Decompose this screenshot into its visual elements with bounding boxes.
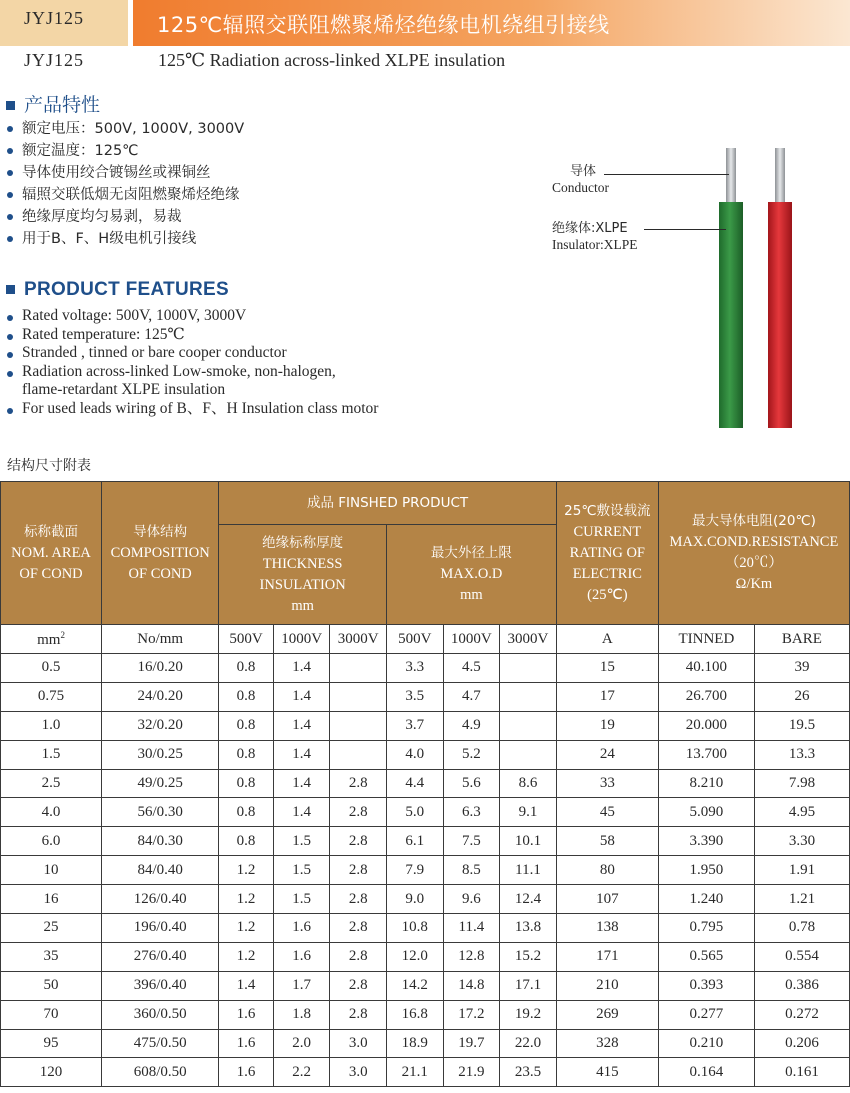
table-cell: 0.8 <box>219 769 274 798</box>
bullet-icon <box>7 236 13 242</box>
table-cell: 2.8 <box>330 798 387 827</box>
table-cell: 3.30 <box>754 827 849 856</box>
table-cell: 0.75 <box>1 682 102 711</box>
bullet-icon <box>7 126 13 132</box>
square-bullet-icon <box>6 285 15 294</box>
table-cell: 15.2 <box>500 942 557 971</box>
table-cell: 33 <box>556 769 658 798</box>
table-cell: 1.2 <box>219 856 274 885</box>
table-cell: 126/0.40 <box>102 885 219 914</box>
table-row <box>1 798 850 827</box>
table-cell: 1.4 <box>273 798 330 827</box>
unit-cell: 500V <box>386 625 443 654</box>
table-cell: 30/0.25 <box>102 740 219 769</box>
bullet-icon <box>7 334 13 340</box>
table-cell <box>330 711 387 740</box>
table-cell: 6.1 <box>386 827 443 856</box>
table-row <box>1 654 850 683</box>
table-cell <box>330 654 387 683</box>
bullet-icon <box>7 371 13 377</box>
table-cell: 0.272 <box>754 1000 849 1029</box>
features-cn-list <box>5 118 244 250</box>
table-cell: 1.6 <box>273 942 330 971</box>
table-cell: 58 <box>556 827 658 856</box>
table-row <box>1 1000 850 1029</box>
table-cell: 10 <box>1 856 102 885</box>
bullet-icon <box>7 192 13 198</box>
table-cell: 84/0.30 <box>102 827 219 856</box>
table-cell: 1.240 <box>658 885 754 914</box>
table-cell: 24 <box>556 740 658 769</box>
table-row <box>1 942 850 971</box>
table-cell: 10.8 <box>386 914 443 943</box>
table-cell: 19 <box>556 711 658 740</box>
features-en-list <box>5 307 378 418</box>
table-caption: 结构尺寸附表 <box>7 458 91 474</box>
table-cell: 4.0 <box>386 740 443 769</box>
table-cell: 0.8 <box>219 798 274 827</box>
table-cell: 107 <box>556 885 658 914</box>
table-cell: 3.7 <box>386 711 443 740</box>
table-cell: 5.2 <box>443 740 500 769</box>
table-cell: 0.5 <box>1 654 102 683</box>
table-cell: 1.6 <box>273 914 330 943</box>
table-cell: 3.5 <box>386 682 443 711</box>
list-item: 辐照交联低烟无卤阻燃聚烯烃绝缘 <box>5 184 244 206</box>
table-cell: 1.4 <box>219 971 274 1000</box>
table-cell: 0.554 <box>754 942 849 971</box>
table-cell: 32/0.20 <box>102 711 219 740</box>
product-code-en: JYJ125 <box>24 50 85 70</box>
bullet-icon <box>7 214 13 220</box>
table-cell: 3.0 <box>330 1058 387 1087</box>
table-cell: 196/0.40 <box>102 914 219 943</box>
table-cell <box>330 682 387 711</box>
header-finished-product: 成品 FINSHED PRODUCT <box>219 482 557 525</box>
table-cell: 24/0.20 <box>102 682 219 711</box>
header-max-resistance: 最大导体电阻(20℃) MAX.COND.RESISTANCE （20℃） Ω/Km <box>658 482 849 625</box>
table-cell: 0.277 <box>658 1000 754 1029</box>
cable-illustration <box>700 140 820 430</box>
features-en-heading: PRODUCT FEATURES <box>6 278 229 301</box>
table-cell: 3.0 <box>330 1029 387 1058</box>
table-cell: 13.8 <box>500 914 557 943</box>
table-cell: 9.6 <box>443 885 500 914</box>
table-cell: 4.9 <box>443 711 500 740</box>
table-cell: 14.8 <box>443 971 500 1000</box>
table-cell: 70 <box>1 1000 102 1029</box>
table-cell: 0.78 <box>754 914 849 943</box>
features-cn-heading: 产品特性 <box>6 90 100 117</box>
table-cell: 12.4 <box>500 885 557 914</box>
table-row <box>1 682 850 711</box>
bullet-icon <box>7 408 13 414</box>
table-cell <box>500 740 557 769</box>
table-cell: 9.0 <box>386 885 443 914</box>
conductor-leader-line <box>604 174 729 175</box>
table-cell: 12.8 <box>443 942 500 971</box>
unit-cell: BARE <box>754 625 849 654</box>
table-cell: 2.8 <box>330 942 387 971</box>
table-cell: 328 <box>556 1029 658 1058</box>
header-thickness: 绝缘标称厚度 THICKNESS INSULATION mm <box>219 525 387 625</box>
table-row <box>1 769 850 798</box>
table-row <box>1 914 850 943</box>
square-bullet-icon <box>6 101 15 110</box>
table-cell: 19.7 <box>443 1029 500 1058</box>
table-cell: 0.8 <box>219 740 274 769</box>
table-cell: 4.5 <box>443 654 500 683</box>
table-cell: 3.3 <box>386 654 443 683</box>
table-cell <box>500 682 557 711</box>
table-cell: 5.090 <box>658 798 754 827</box>
units-row <box>1 625 850 654</box>
list-item: 额定温度：125℃ <box>5 140 244 162</box>
table-cell: 0.8 <box>219 711 274 740</box>
unit-cell: 3000V <box>500 625 557 654</box>
spec-table <box>0 481 850 1087</box>
table-cell: 12.0 <box>386 942 443 971</box>
table-cell: 2.0 <box>273 1029 330 1058</box>
insulator-label: 绝缘体:XLPE Insulator:XLPE <box>552 221 638 252</box>
table-cell: 0.161 <box>754 1058 849 1087</box>
table-cell: 1.8 <box>273 1000 330 1029</box>
product-code: JYJ125 <box>24 8 85 28</box>
title-bar <box>0 0 850 46</box>
table-cell: 10.1 <box>500 827 557 856</box>
table-cell: 1.21 <box>754 885 849 914</box>
table-cell: 5.0 <box>386 798 443 827</box>
table-cell: 2.5 <box>1 769 102 798</box>
table-cell: 26 <box>754 682 849 711</box>
table-cell: 2.8 <box>330 856 387 885</box>
table-cell: 138 <box>556 914 658 943</box>
unit-cell: A <box>556 625 658 654</box>
table-cell: 0.393 <box>658 971 754 1000</box>
header-nom-area: 标称截面 NOM. AREA OF COND <box>1 482 102 625</box>
table-cell <box>500 711 557 740</box>
unit-cell: No/mm <box>102 625 219 654</box>
table-cell: 0.164 <box>658 1058 754 1087</box>
table-cell: 2.2 <box>273 1058 330 1087</box>
table-cell: 0.8 <box>219 654 274 683</box>
table-cell: 8.5 <box>443 856 500 885</box>
table-cell: 1.5 <box>273 885 330 914</box>
table-cell: 396/0.40 <box>102 971 219 1000</box>
table-cell: 16 <box>1 885 102 914</box>
bullet-icon <box>7 148 13 154</box>
table-cell: 1.5 <box>273 827 330 856</box>
insulator-leader-line <box>644 229 726 230</box>
table-cell: 50 <box>1 971 102 1000</box>
table-cell: 21.9 <box>443 1058 500 1087</box>
table-cell: 1.2 <box>219 885 274 914</box>
table-cell: 475/0.50 <box>102 1029 219 1058</box>
table-cell: 1.4 <box>273 711 330 740</box>
list-item: Rated voltage: 500V, 1000V, 3000V <box>5 307 378 326</box>
product-code-box <box>0 0 128 46</box>
table-cell: 1.4 <box>273 654 330 683</box>
table-cell: 20.000 <box>658 711 754 740</box>
table-row <box>1 1058 850 1087</box>
header-max-od: 最大外径上限 MAX.O.D mm <box>386 525 556 625</box>
table-cell: 11.4 <box>443 914 500 943</box>
table-cell: 6.0 <box>1 827 102 856</box>
table-row <box>1 827 850 856</box>
product-title-cn: 125℃辐照交联阻燃聚烯烃绝缘电机绕组引接线 <box>157 13 610 37</box>
table-cell: 18.9 <box>386 1029 443 1058</box>
table-cell: 210 <box>556 971 658 1000</box>
list-item: Radiation across-linked Low-smoke, non-halogen, <box>5 363 378 382</box>
table-row <box>1 711 850 740</box>
table-cell: 95 <box>1 1029 102 1058</box>
table-cell: 415 <box>556 1058 658 1087</box>
table-cell <box>330 740 387 769</box>
table-cell: 39 <box>754 654 849 683</box>
unit-cell: 1000V <box>273 625 330 654</box>
red-wire <box>768 148 792 428</box>
table-cell: 1.6 <box>219 1029 274 1058</box>
table-cell: 276/0.40 <box>102 942 219 971</box>
list-item: For used leads wiring of B、F、H Insulation class motor <box>5 400 378 419</box>
table-cell: 1.950 <box>658 856 754 885</box>
table-cell: 360/0.50 <box>102 1000 219 1029</box>
header-current-rating: 25℃敷设载流 CURRENT RATING OF ELECTRIC (25℃) <box>556 482 658 625</box>
table-row <box>1 740 850 769</box>
table-cell: 17.1 <box>500 971 557 1000</box>
table-cell: 45 <box>556 798 658 827</box>
table-cell: 608/0.50 <box>102 1058 219 1087</box>
table-cell: 17 <box>556 682 658 711</box>
table-cell: 4.7 <box>443 682 500 711</box>
title-band <box>133 0 850 46</box>
table-cell: 4.4 <box>386 769 443 798</box>
list-item: Stranded , tinned or bare cooper conductor <box>5 344 378 363</box>
table-cell: 171 <box>556 942 658 971</box>
table-cell: 4.95 <box>754 798 849 827</box>
unit-cell: 1000V <box>443 625 500 654</box>
table-cell: 25 <box>1 914 102 943</box>
table-row <box>1 971 850 1000</box>
product-title-en: 125℃ Radiation across-linked XLPE insulation <box>158 50 506 70</box>
list-item: Rated temperature: 125℃ <box>5 326 378 345</box>
table-cell: 7.98 <box>754 769 849 798</box>
table-cell: 7.9 <box>386 856 443 885</box>
table-cell: 40.100 <box>658 654 754 683</box>
green-wire <box>719 148 743 428</box>
table-cell: 49/0.25 <box>102 769 219 798</box>
table-cell: 22.0 <box>500 1029 557 1058</box>
bullet-icon <box>7 315 13 321</box>
table-row <box>1 885 850 914</box>
table-cell: 1.6 <box>219 1058 274 1087</box>
list-item: 导体使用绞合镀锡丝或裸铜丝 <box>5 162 244 184</box>
unit-cell: $mm^2$ <box>1 625 102 654</box>
unit-cell: 3000V <box>330 625 387 654</box>
table-cell: 13.700 <box>658 740 754 769</box>
table-cell: 1.0 <box>1 711 102 740</box>
bullet-icon <box>7 170 13 176</box>
table-cell: 16.8 <box>386 1000 443 1029</box>
bullet-icon <box>7 352 13 358</box>
table-cell: 1.4 <box>273 769 330 798</box>
table-cell: 0.795 <box>658 914 754 943</box>
table-cell: 11.1 <box>500 856 557 885</box>
table-cell: 2.8 <box>330 827 387 856</box>
table-cell: 0.386 <box>754 971 849 1000</box>
table-cell: 2.8 <box>330 914 387 943</box>
table-cell: 120 <box>1 1058 102 1087</box>
table-cell: 0.8 <box>219 682 274 711</box>
table-cell: 269 <box>556 1000 658 1029</box>
table-cell: 2.8 <box>330 971 387 1000</box>
list-item: 用于B、F、H级电机引接线 <box>5 228 244 250</box>
table-cell: 56/0.30 <box>102 798 219 827</box>
header-composition: 导体结构 COMPOSITION OF COND <box>102 482 219 625</box>
table-cell: 23.5 <box>500 1058 557 1087</box>
table-cell: 16/0.20 <box>102 654 219 683</box>
list-item: flame-retardant XLPE insulation <box>22 381 226 398</box>
table-cell: 8.210 <box>658 769 754 798</box>
table-cell: 1.2 <box>219 914 274 943</box>
table-cell: 1.5 <box>273 856 330 885</box>
table-cell: 2.8 <box>330 1000 387 1029</box>
list-item: 绝缘厚度均匀易剥，易裁 <box>5 206 244 228</box>
table-cell <box>500 654 557 683</box>
table-cell: 35 <box>1 942 102 971</box>
table-cell: 3.390 <box>658 827 754 856</box>
table-cell: 15 <box>556 654 658 683</box>
table-cell: 1.4 <box>273 682 330 711</box>
table-cell: 0.8 <box>219 827 274 856</box>
table-cell: 19.5 <box>754 711 849 740</box>
table-cell: 9.1 <box>500 798 557 827</box>
table-cell: 0.210 <box>658 1029 754 1058</box>
table-cell: 80 <box>556 856 658 885</box>
list-item: 额定电压：500V, 1000V, 3000V <box>5 118 244 140</box>
table-cell: 14.2 <box>386 971 443 1000</box>
table-cell: 13.3 <box>754 740 849 769</box>
table-cell: 2.8 <box>330 769 387 798</box>
table-cell: 1.91 <box>754 856 849 885</box>
table-cell: 5.6 <box>443 769 500 798</box>
unit-cell: TINNED <box>658 625 754 654</box>
table-cell: 2.8 <box>330 885 387 914</box>
table-cell: 26.700 <box>658 682 754 711</box>
table-cell: 17.2 <box>443 1000 500 1029</box>
table-row <box>1 856 850 885</box>
table-cell: 0.206 <box>754 1029 849 1058</box>
table-cell: 1.4 <box>273 740 330 769</box>
table-cell: 1.5 <box>1 740 102 769</box>
table-cell: 84/0.40 <box>102 856 219 885</box>
table-cell: 6.3 <box>443 798 500 827</box>
table-cell: 1.7 <box>273 971 330 1000</box>
table-cell: 1.6 <box>219 1000 274 1029</box>
table-cell: 21.1 <box>386 1058 443 1087</box>
table-cell: 4.0 <box>1 798 102 827</box>
table-row <box>1 1029 850 1058</box>
table-cell: 19.2 <box>500 1000 557 1029</box>
unit-cell: 500V <box>219 625 274 654</box>
conductor-label: 导体 Conductor <box>552 164 609 195</box>
table-cell: 7.5 <box>443 827 500 856</box>
table-cell: 1.2 <box>219 942 274 971</box>
table-cell: 8.6 <box>500 769 557 798</box>
table-cell: 0.565 <box>658 942 754 971</box>
